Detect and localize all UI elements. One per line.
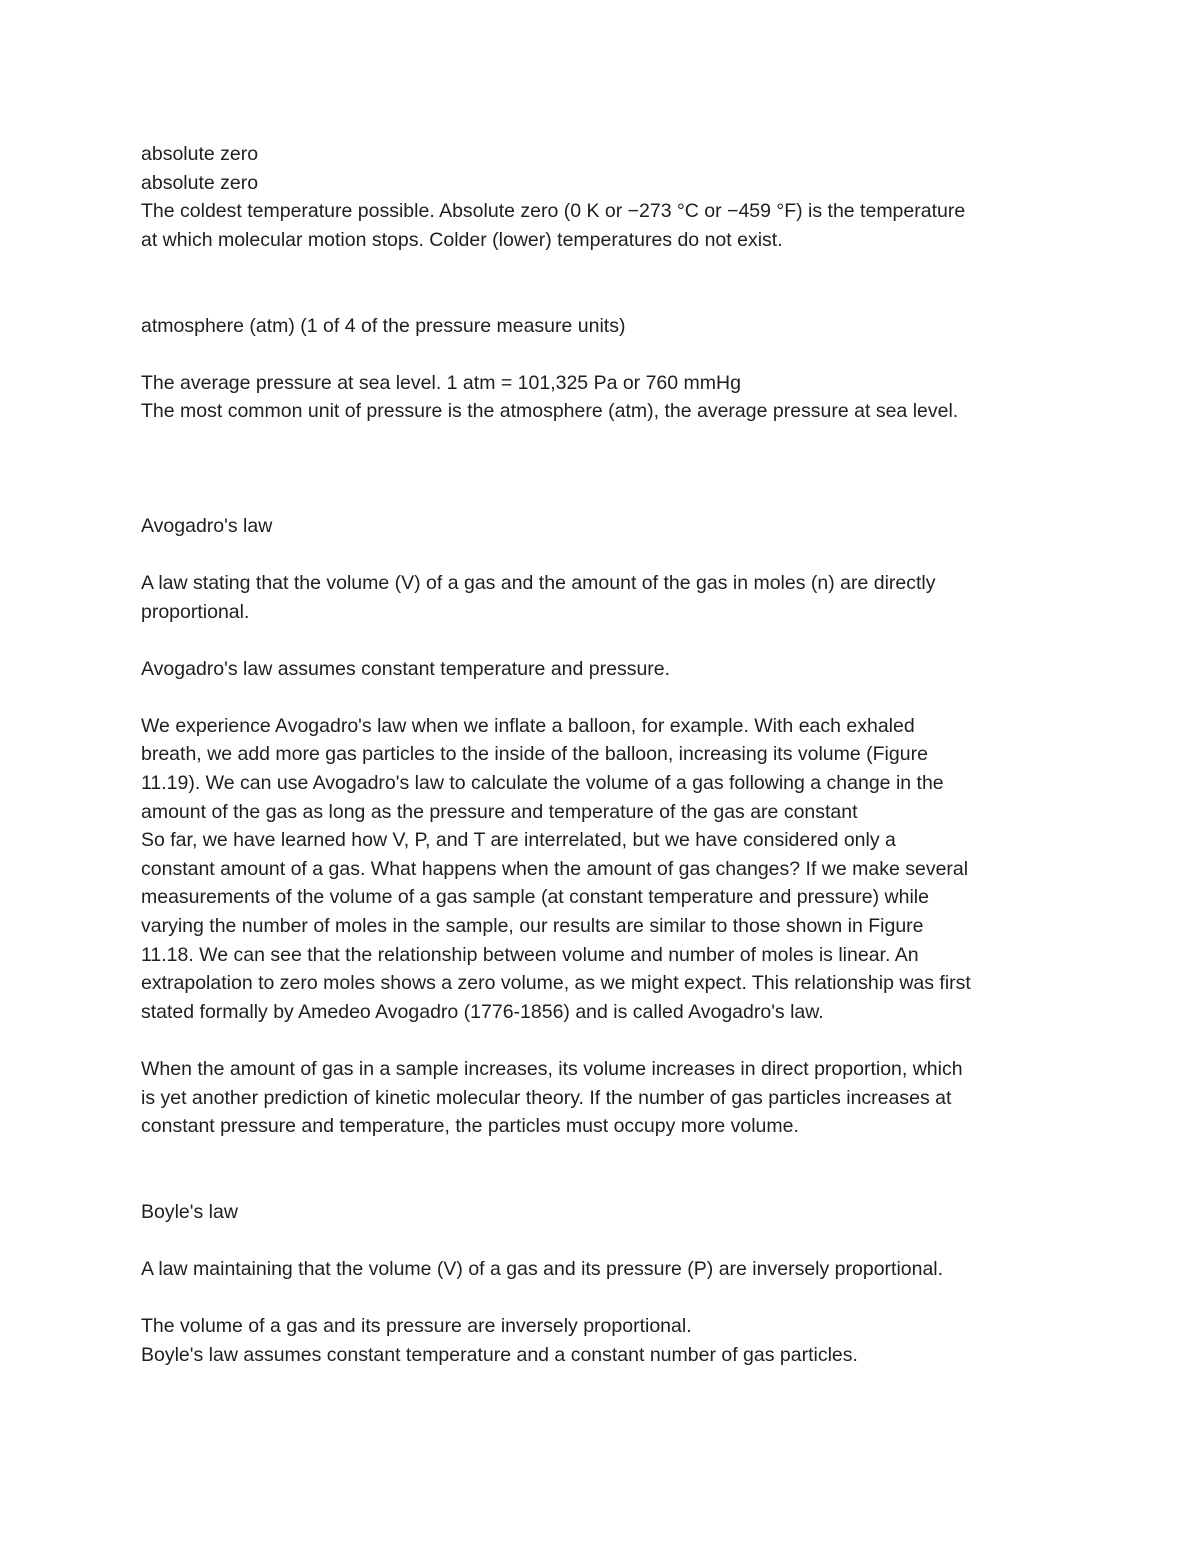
- paragraph-line: stated formally by Amedeo Avogadro (1776-1856) and is called Avogadro's law.: [141, 1000, 824, 1023]
- spacer: [141, 1284, 1071, 1313]
- spacer: [141, 254, 1071, 311]
- paragraph-line: measurements of the volume of a gas sample (at constant temperature and pressure) while: [141, 886, 929, 909]
- definition-line: at which molecular motion stops. Colder (lower) temperatures do not exist.: [141, 228, 783, 251]
- paragraph-line: We experience Avogadro's law when we inflate a balloon, for example. With each exhaled: [141, 714, 915, 737]
- spacer: [141, 1026, 1071, 1055]
- paragraph-line: Boyle's law assumes constant temperature and a constant number of gas particles.: [141, 1343, 858, 1366]
- paragraph-line: constant amount of a gas. What happens when the amount of gas changes? If we make several: [141, 857, 969, 880]
- spacer: [141, 540, 1071, 569]
- definition-line: A law maintaining that the volume (V) of a gas and its pressure (P) are inversely proportional.: [141, 1258, 944, 1281]
- spacer: [141, 1141, 1071, 1198]
- paragraph-line: When the amount of gas in a sample increases, its volume increases in direct proportion, which: [141, 1058, 963, 1081]
- term-absolute-zero: absolute zero: [141, 143, 259, 165]
- definition-line: The most common unit of pressure is the atmosphere (atm), the average pressure at sea level.: [141, 400, 959, 423]
- paragraph-line: varying the number of moles in the sample, our results are similar to those shown in Figure: [141, 915, 924, 938]
- paragraph-line: extrapolation to zero moles shows a zero volume, as we might expect. This relationship was first: [141, 972, 971, 995]
- paragraph-line: So far, we have learned how V, P, and T are interrelated, but we have considered only a: [141, 829, 896, 852]
- term-absolute-zero-repeat: absolute zero: [141, 171, 259, 194]
- definition-line: A law stating that the volume (V) of a gas and the amount of the gas in moles (n) are directly: [141, 571, 936, 594]
- definition-line: proportional.: [141, 600, 250, 623]
- paragraph-line: 11.19). We can use Avogadro's law to calculate the volume of a gas following a change in the: [141, 772, 944, 795]
- term-avogadros-law: Avogadro's law: [141, 514, 273, 537]
- assumption-text: Avogadro's law assumes constant temperature and pressure.: [141, 657, 671, 680]
- definition-line: The average pressure at sea level. 1 atm = 101,325 Pa or 760 mmHg: [141, 371, 741, 394]
- paragraph-line: The volume of a gas and its pressure are inversely proportional.: [141, 1315, 692, 1338]
- document-body: [141, 140, 1071, 1370]
- spacer: [141, 1227, 1071, 1256]
- paragraph-line: amount of the gas as long as the pressure and temperature of the gas are constant: [141, 800, 858, 823]
- spacer: [141, 683, 1071, 712]
- paragraph-line: breath, we add more gas particles to the inside of the balloon, increasing its volume (Figure: [141, 743, 928, 766]
- term-boyles-law: Boyle's law: [141, 1200, 238, 1223]
- spacer: [141, 340, 1071, 369]
- spacer: [141, 426, 1071, 512]
- paragraph-line: 11.18. We can see that the relationship between volume and number of moles is linear. An: [141, 943, 919, 966]
- paragraph-line: constant pressure and temperature, the particles must occupy more volume.: [141, 1115, 799, 1138]
- term-atmosphere: atmosphere (atm) (1 of 4 of the pressure measure units): [141, 314, 626, 337]
- paragraph-line: is yet another prediction of kinetic molecular theory. If the number of gas particles increases at: [141, 1086, 952, 1109]
- definition-line: The coldest temperature possible. Absolute zero (0 K or −273 °C or −459 °F) is the temperature: [141, 200, 966, 223]
- spacer: [141, 626, 1071, 655]
